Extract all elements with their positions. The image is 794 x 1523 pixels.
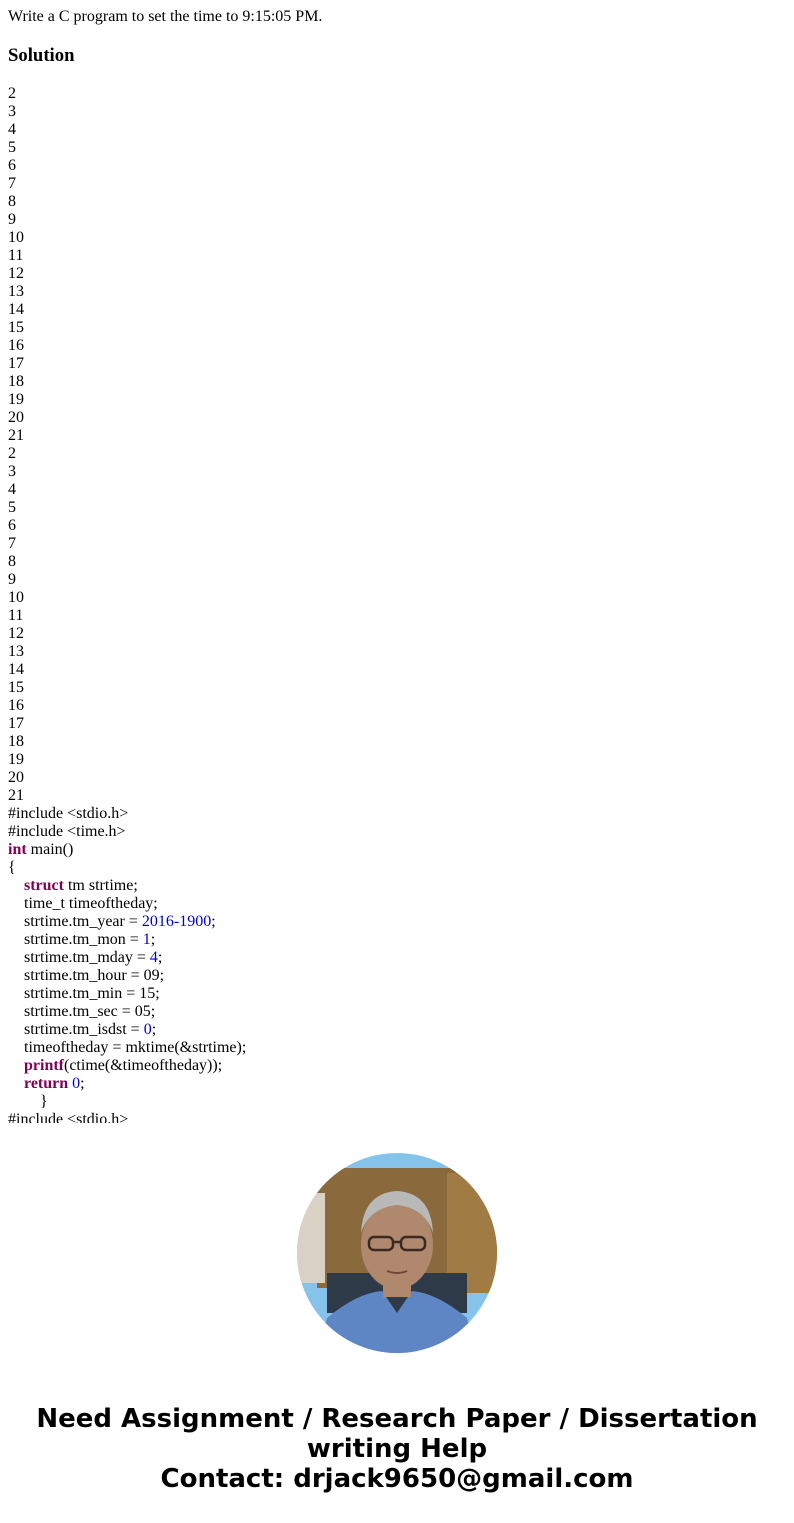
- line-number: 10: [8, 229, 24, 246]
- code-line: [8, 823, 788, 841]
- line-number: 5: [8, 499, 16, 516]
- question-text: Write a C program to set the time to 9:15:05 PM.: [8, 8, 323, 25]
- line-number: 18: [8, 373, 24, 390]
- code-block: [8, 85, 788, 1123]
- line-number: 13: [8, 283, 24, 300]
- line-number: 12: [8, 625, 24, 642]
- code-text: ;: [150, 931, 156, 948]
- line-number: 9: [8, 211, 16, 228]
- code-text: ;: [157, 949, 163, 966]
- line-number: 14: [8, 301, 24, 318]
- cta-line-2: writing Help: [306, 1434, 488, 1464]
- author-photo-icon: [297, 1153, 497, 1353]
- code-number: 0: [143, 1021, 152, 1038]
- code-text: #include <stdio.h>: [8, 1111, 129, 1123]
- line-number: 15: [8, 679, 24, 696]
- code-lines: [8, 805, 788, 1123]
- code-text: ;: [151, 1021, 157, 1038]
- code-text: {: [8, 859, 16, 876]
- line-number: 6: [8, 517, 16, 534]
- line-number: 21: [8, 787, 24, 804]
- line-number: 17: [8, 355, 24, 372]
- contact-banner: [0, 1404, 794, 1494]
- line-number: 19: [8, 751, 24, 768]
- cta-line-3: Contact: drjack9650@gmail.com: [160, 1464, 634, 1494]
- code-text: main(): [26, 841, 74, 858]
- code-line: [8, 1111, 788, 1123]
- code-line: [8, 949, 788, 967]
- line-number: 20: [8, 769, 24, 786]
- code-number: 0: [72, 1075, 81, 1092]
- code-line: [8, 895, 788, 913]
- code-text: [8, 877, 24, 894]
- code-text: strtime.tm_isdst =: [8, 1021, 144, 1038]
- line-number: 15: [8, 319, 24, 336]
- code-number: 1: [142, 931, 151, 948]
- line-number: 16: [8, 697, 24, 714]
- line-number: 5: [8, 139, 16, 156]
- line-number: 2: [8, 445, 16, 462]
- line-number: 7: [8, 535, 16, 552]
- code-text: strtime.tm_mday =: [8, 949, 150, 966]
- line-number: 17: [8, 715, 24, 732]
- line-number: 16: [8, 337, 24, 354]
- code-line: [8, 859, 788, 877]
- code-text: ;: [211, 913, 216, 930]
- line-number: 6: [8, 157, 16, 174]
- code-line: [8, 1021, 788, 1039]
- code-line: [8, 841, 788, 859]
- line-number: 21: [8, 427, 24, 444]
- code-text: [8, 1075, 24, 1092]
- code-text: strtime.tm_sec = 05;: [8, 1003, 156, 1020]
- line-numbers-first: [8, 85, 788, 445]
- code-line: [8, 931, 788, 949]
- line-number: 18: [8, 733, 24, 750]
- code-text: strtime.tm_min = 15;: [8, 985, 160, 1002]
- line-number: 11: [8, 247, 24, 264]
- code-keyword: return: [24, 1075, 69, 1092]
- line-number: 7: [8, 175, 16, 192]
- line-number: 10: [8, 589, 24, 606]
- line-number: 12: [8, 265, 24, 282]
- code-line: [8, 877, 788, 895]
- code-text: #include <stdio.h>: [8, 805, 129, 822]
- code-line: [8, 1093, 788, 1111]
- line-number: 8: [8, 553, 16, 570]
- code-text: (ctime(&timeoftheday));: [64, 1057, 223, 1074]
- line-number: 4: [8, 481, 16, 498]
- line-number: 3: [8, 463, 16, 480]
- code-text: [8, 1057, 24, 1074]
- solution-heading: Solution: [8, 45, 75, 66]
- line-number: 4: [8, 121, 16, 138]
- line-number: 9: [8, 571, 16, 588]
- author-avatar: [297, 1153, 497, 1353]
- line-number: 3: [8, 103, 16, 120]
- code-text: strtime.tm_hour = 09;: [8, 967, 165, 984]
- code-number: 4: [149, 949, 158, 966]
- code-text: #include <time.h>: [8, 823, 126, 840]
- cta-line-1: Need Assignment / Research Paper / Dissertation: [36, 1404, 758, 1434]
- line-number: 19: [8, 391, 24, 408]
- line-number: 13: [8, 643, 24, 660]
- code-text: timeoftheday = mktime(&strtime);: [8, 1039, 247, 1056]
- code-line: [8, 805, 788, 823]
- line-number: 14: [8, 661, 24, 678]
- code-text: }: [8, 1093, 48, 1110]
- code-text: ;: [80, 1075, 85, 1092]
- code-text: tm strtime;: [63, 877, 138, 894]
- code-keyword: int: [8, 841, 27, 858]
- code-line: [8, 985, 788, 1003]
- code-line: [8, 1003, 788, 1021]
- code-text: strtime.tm_mon =: [8, 931, 143, 948]
- code-line: [8, 1075, 788, 1093]
- code-keyword: struct: [24, 877, 64, 894]
- code-text: strtime.tm_year =: [8, 913, 142, 930]
- code-line: [8, 913, 788, 931]
- code-keyword: printf: [24, 1057, 64, 1074]
- code-line: [8, 1039, 788, 1057]
- code-line: [8, 967, 788, 985]
- code-text: time_t timeoftheday;: [8, 895, 158, 912]
- line-number: 2: [8, 85, 16, 102]
- line-number: 8: [8, 193, 16, 210]
- code-number: 2016-1900: [141, 913, 212, 930]
- line-number: 11: [8, 607, 24, 624]
- code-line: [8, 1057, 788, 1075]
- line-numbers-second: [8, 445, 788, 805]
- line-number: 20: [8, 409, 24, 426]
